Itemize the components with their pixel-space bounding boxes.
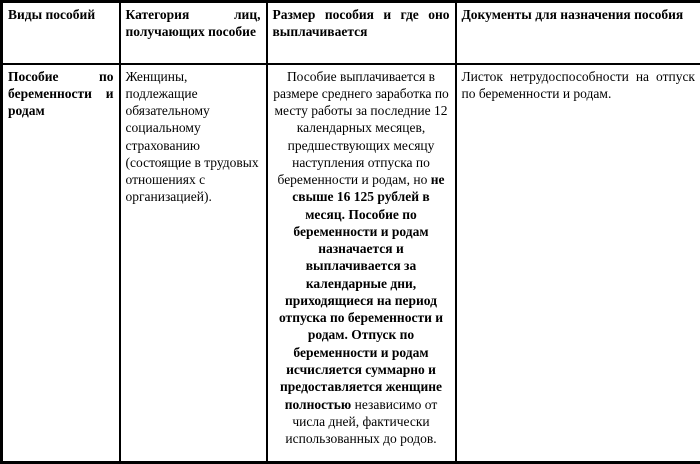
cell-recipient-category: Женщины, подлежащие обязательному социальному страхованию (состоящие в трудовых отношениях с организацией). bbox=[120, 64, 267, 463]
cell-benefit-type: Пособие по беременности и родам bbox=[2, 64, 120, 463]
header-recipient-category: Категория лиц, получающих пособие bbox=[120, 2, 267, 64]
header-benefit-types: Виды пособий bbox=[2, 2, 120, 64]
header-benefit-amount: Размер пособия и где оно выплачивается bbox=[267, 2, 456, 64]
header-required-documents: Документы для назначения пособия bbox=[456, 2, 700, 64]
cell-required-documents: Листок нетрудоспособности на отпуск по беременности и родам. bbox=[456, 64, 700, 463]
table-header-row bbox=[2, 2, 700, 64]
table-row bbox=[2, 64, 700, 463]
amount-text-bold: не свыше 16 125 рублей в месяц. Пособие по беременности и родам назначается и выплачивается за календарные дни, приходящиеся на период отпуска по беременности и родам. Отпуск по беременности и родам исчисляется суммарно и предоставляется женщине полностью bbox=[278, 172, 445, 412]
amount-text-normal-end: независимо от числа дней, фактически использованных до родов. bbox=[285, 396, 438, 447]
amount-text-normal-start: Пособие выплачивается в размере среднего заработка по месту работы за последние 12 календарных месяцев, предшествующих месяцу наступления отпуска по беременности и родам, но bbox=[273, 68, 449, 188]
cell-benefit-amount bbox=[267, 64, 456, 463]
